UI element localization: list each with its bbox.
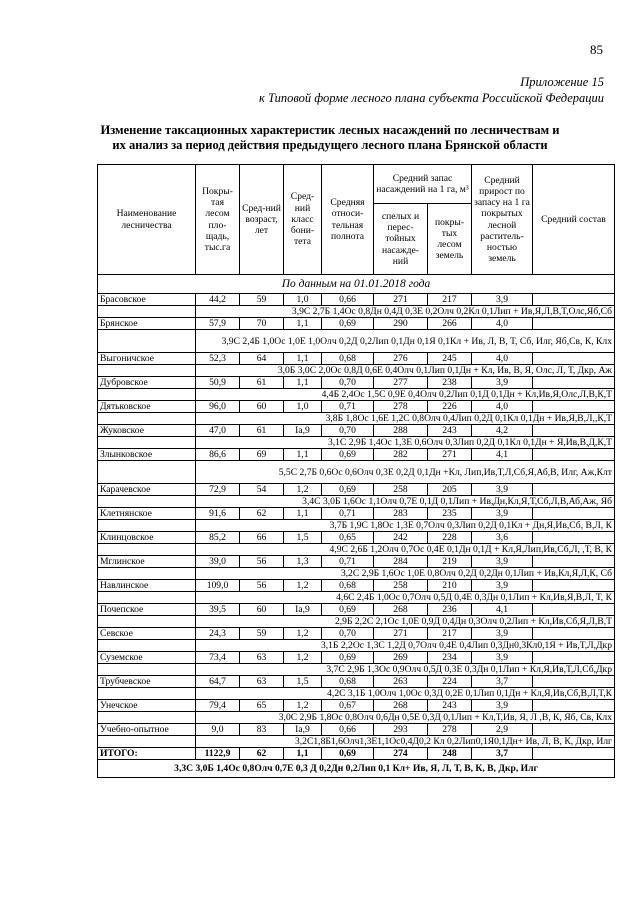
table-row <box>98 401 615 413</box>
cell-name: Суземское <box>98 652 196 664</box>
cell-age: 83 <box>240 724 284 736</box>
cell-name: Мглинское <box>98 556 196 568</box>
cell-blank <box>98 616 196 628</box>
table-row <box>98 484 615 496</box>
cell-bonitet: 1,0 <box>284 294 322 306</box>
cell-stock-mature: 278 <box>374 401 428 413</box>
cell-growth: 4,1 <box>472 449 533 461</box>
cell-area: 47,0 <box>196 425 240 437</box>
table-row <box>98 700 615 712</box>
cell-composition: 3,4С 3,0Б 1,6Ос 1,1Олч 0,7Е 0,1Д 0,1Лип + Ив,Дн,Кл,Я,Т,Сб,Л,В,Аб,Аж, Яб <box>196 496 615 508</box>
cell-name: Брасовское <box>98 294 196 306</box>
cell-area: 39,0 <box>196 556 240 568</box>
cell-blank <box>98 365 196 377</box>
cell-stock-covered: 245 <box>428 353 472 365</box>
header-growth: Средний прирост по запасу на 1 га покрытых лесной раститель-ностью земель <box>472 165 533 275</box>
cell-stock-covered: 210 <box>428 580 472 592</box>
cell-density: 0,68 <box>322 353 374 365</box>
cell-name: Клинцовское <box>98 532 196 544</box>
cell-bonitet: 1,0 <box>284 401 322 413</box>
cell-blank <box>98 330 196 353</box>
cell-name: Дятьковское <box>98 401 196 413</box>
cell-stock-mature: 290 <box>374 318 428 330</box>
cell-stock-mature: 269 <box>374 652 428 664</box>
page-number: 85 <box>590 42 603 57</box>
cell-density: 0,68 <box>322 676 374 688</box>
cell-name: Навлинское <box>98 580 196 592</box>
cell-bonitet: 1,5 <box>284 676 322 688</box>
cell-blank <box>533 532 615 544</box>
cell-composition: 3,2С 2,9Б 1,6Ос 1,0Е 0,8Олч 0,2Д 0,2Дн 0,1Лип + Ив,Кл,Я,Л,К, Сб <box>196 568 615 580</box>
cell-bonitet: 1,2 <box>284 700 322 712</box>
cell-growth: 3,9 <box>472 377 533 389</box>
cell-density: 0,69 <box>322 604 374 616</box>
cell-blank <box>533 425 615 437</box>
composition-row <box>98 568 615 580</box>
total-density: 0,69 <box>322 748 374 760</box>
composition-row <box>98 664 615 676</box>
cell-stock-covered: 243 <box>428 425 472 437</box>
cell-blank <box>98 544 196 556</box>
cell-stock-covered: 226 <box>428 401 472 413</box>
cell-age: 59 <box>240 628 284 640</box>
cell-density: 0,69 <box>322 484 374 496</box>
cell-composition: 3,9С 2,7Б 1,4Ос 0,8Дн 0,4Д 0,3Е 0,2Олч 0,2Кл 0,1Лип + Ив,Я,Л,В,Т,Олс,Яб,Сб <box>196 306 615 318</box>
cell-stock-mature: 268 <box>374 700 428 712</box>
cell-blank <box>98 640 196 652</box>
cell-age: 66 <box>240 532 284 544</box>
header-name: Наименование лесничества <box>98 165 196 275</box>
cell-age: 61 <box>240 425 284 437</box>
cell-density: 0,71 <box>322 556 374 568</box>
cell-density: 0,71 <box>322 401 374 413</box>
cell-density: 0,70 <box>322 628 374 640</box>
cell-bonitet: Iа,9 <box>284 425 322 437</box>
composition-row <box>98 330 615 353</box>
total-stock-covered: 248 <box>428 748 472 760</box>
cell-bonitet: 1,2 <box>284 484 322 496</box>
cell-area: 64,7 <box>196 676 240 688</box>
cell-age: 70 <box>240 318 284 330</box>
cell-composition: 2,9Б 2,2С 2,1Ос 1,0Е 0,9Д 0,4Дн 0,3Олч 0,2Лип + Кл,Ив,Сб,Я,Л,В,Т <box>196 616 615 628</box>
cell-name: Севское <box>98 628 196 640</box>
cell-age: 54 <box>240 484 284 496</box>
cell-blank <box>98 592 196 604</box>
cell-area: 52,3 <box>196 353 240 365</box>
header-stock-covered: покры-тых лесом земель <box>428 204 472 275</box>
cell-bonitet: 1,1 <box>284 318 322 330</box>
cell-name: Трубчевское <box>98 676 196 688</box>
cell-bonitet: 1,1 <box>284 449 322 461</box>
cell-bonitet: 1,3 <box>284 556 322 568</box>
forestry-table <box>97 164 615 778</box>
cell-stock-mature: 277 <box>374 377 428 389</box>
cell-blank <box>533 652 615 664</box>
cell-growth: 2,9 <box>472 724 533 736</box>
cell-stock-covered: 271 <box>428 449 472 461</box>
cell-composition: 3,1С 2,9Б 1,4Ос 1,3Е 0,6Олч 0,3Лип 0,2Д 0,1Кл 0,1Дн + Я,Ив,В,Д,К,Т <box>196 437 615 449</box>
header-stock-group: Средний запас насаждений на 1 га, м³ <box>374 165 472 204</box>
table-row <box>98 449 615 461</box>
cell-growth: 3,9 <box>472 580 533 592</box>
cell-age: 65 <box>240 700 284 712</box>
cell-composition: 3,9С 2,4Б 1,0Ос 1,0Е 1,0Олч 0,2Д 0,2Лип 0,1Дн 0,1Я 0,1Кл + Ив, Л, В, Т, Сб, Илг, Яб,Св, К, Клх <box>196 330 615 353</box>
cell-composition: 3,7Б 1,9С 1,8Ос 1,3Е 0,7Олч 0,3Лип 0,2Д 0,1Кл + Дн,Я,Ив,Сб, В,Л, К <box>196 520 615 532</box>
header-age: Сред-ний возраст, лет <box>240 165 284 275</box>
cell-composition: 4,4Б 2,4Ос 1,5С 0,9Е 0,4Олч 0,2Лип 0,1Д 0,1Дн + Кл,Ив,Я,Олс,Л,В,К,Т <box>196 389 615 401</box>
cell-area: 109,0 <box>196 580 240 592</box>
composition-row <box>98 461 615 484</box>
table-row <box>98 676 615 688</box>
cell-composition: 5,5С 2,7Б 0,6Ос 0,6Олч 0,3Е 0,2Д 0,1Дн +Кл, Лип,Ив,Т,Л,Сб,Я,Аб,В, Илг, Аж,Клт <box>196 461 615 484</box>
cell-stock-covered: 217 <box>428 628 472 640</box>
composition-row <box>98 640 615 652</box>
total-name: ИТОГО: <box>98 748 196 760</box>
cell-bonitet: 1,1 <box>284 508 322 520</box>
cell-area: 91,6 <box>196 508 240 520</box>
cell-bonitet: Iа,9 <box>284 604 322 616</box>
cell-blank <box>533 318 615 330</box>
cell-growth: 4,0 <box>472 318 533 330</box>
table-row <box>98 353 615 365</box>
cell-growth: 4,1 <box>472 604 533 616</box>
table-row <box>98 532 615 544</box>
cell-age: 69 <box>240 449 284 461</box>
cell-composition: 4,9С 2,6Б 1,2Олч 0,7Ос 0,4Е 0,1Дн 0,1Д + Кл,Я,Лип,Ив,Сб,Л, ,Т, В, К <box>196 544 615 556</box>
cell-growth: 4,2 <box>472 425 533 437</box>
cell-growth: 3,9 <box>472 628 533 640</box>
cell-blank <box>98 306 196 318</box>
cell-growth: 3,9 <box>472 556 533 568</box>
cell-blank <box>98 413 196 425</box>
cell-composition: 4,2С 3,1Б 1,0Олч 1,0Ос 0,3Д 0,2Е 0,1Лип 0,1Дн + Кл,Я,Ив,Сб,В,Л,Т,К <box>196 688 615 700</box>
table-row <box>98 652 615 664</box>
cell-composition: 3,0С 2,9Б 1,8Ос 0,8Олч 0,6Дн 0,5Е 0,3Д 0,1Лип + Кл,Т,Ив, Я, Л ,В, К, Яб, Св, Клх <box>196 712 615 724</box>
cell-area: 44,2 <box>196 294 240 306</box>
cell-age: 64 <box>240 353 284 365</box>
composition-row <box>98 437 615 449</box>
cell-age: 60 <box>240 401 284 413</box>
cell-area: 73,4 <box>196 652 240 664</box>
total-area: 1122,9 <box>196 748 240 760</box>
table-row <box>98 425 615 437</box>
title-line-2: их анализ за период действия предыдущего лесного плана Брянской области <box>112 138 548 152</box>
composition-row <box>98 520 615 532</box>
cell-stock-mature: 283 <box>374 508 428 520</box>
cell-area: 72,9 <box>196 484 240 496</box>
cell-blank <box>533 700 615 712</box>
cell-composition: 3,7С 2,9Б 1,3Ос 0,9Олч 0,5Д 0,3Е 0,3Дн 0,1Лип + Кл,Я,Ив,Т,Л,Сб,Дкр <box>196 664 615 676</box>
cell-blank <box>98 736 196 748</box>
cell-stock-covered: 243 <box>428 700 472 712</box>
cell-blank <box>533 377 615 389</box>
cell-stock-mature: 271 <box>374 628 428 640</box>
cell-growth: 3,9 <box>472 652 533 664</box>
cell-composition: 4,6С 2,4Б 1,0Ос 0,7Олч 0,5Д 0,4Е 0,3Дн 0,1Лип + Кл,Ив,Я,В,Л, Т, К <box>196 592 615 604</box>
cell-name: Жуковское <box>98 425 196 437</box>
cell-blank <box>533 748 615 760</box>
cell-blank <box>533 508 615 520</box>
total-composition: 3,3С 3,0Б 1,4Ос 0,8Олч 0,7Е 0,3 Д 0,2Дн 0,2Лип 0,1 Кл+ Ив, Я, Л, Т, В, К, В, Дкр, Илг <box>98 760 615 778</box>
cell-name: Учебно-опытное <box>98 724 196 736</box>
header-bonitet: Сред-ний класс бони-тета <box>284 165 322 275</box>
cell-name: Карачевское <box>98 484 196 496</box>
cell-area: 96,0 <box>196 401 240 413</box>
cell-density: 0,70 <box>322 377 374 389</box>
cell-area: 24,3 <box>196 628 240 640</box>
cell-stock-covered: 217 <box>428 294 472 306</box>
cell-name: Брянское <box>98 318 196 330</box>
cell-name: Выгоничское <box>98 353 196 365</box>
table-row <box>98 294 615 306</box>
cell-blank <box>533 401 615 413</box>
cell-age: 59 <box>240 294 284 306</box>
cell-name: Злынковское <box>98 449 196 461</box>
cell-area: 86,6 <box>196 449 240 461</box>
composition-row <box>98 688 615 700</box>
total-stock-mature: 274 <box>374 748 428 760</box>
cell-name: Почепское <box>98 604 196 616</box>
cell-blank <box>533 724 615 736</box>
cell-growth: 3,7 <box>472 676 533 688</box>
cell-blank <box>98 568 196 580</box>
cell-composition: 3,8Б 1,8Ос 1,6Е 1,2С 0,8Олч 0,4Лип 0,2Д 0,1Кл 0,1Дн + Ив,Я,В,Л,,К,Т <box>196 413 615 425</box>
cell-bonitet: 1,5 <box>284 532 322 544</box>
cell-density: 0,69 <box>322 652 374 664</box>
cell-blank <box>98 520 196 532</box>
cell-bonitet: Iа,9 <box>284 724 322 736</box>
cell-stock-mature: 282 <box>374 449 428 461</box>
cell-density: 0,71 <box>322 508 374 520</box>
cell-age: 61 <box>240 377 284 389</box>
total-growth: 3,7 <box>472 748 533 760</box>
cell-stock-mature: 276 <box>374 353 428 365</box>
cell-stock-mature: 288 <box>374 425 428 437</box>
cell-stock-mature: 268 <box>374 604 428 616</box>
cell-age: 60 <box>240 604 284 616</box>
cell-density: 0,70 <box>322 425 374 437</box>
cell-age: 56 <box>240 556 284 568</box>
cell-blank <box>98 496 196 508</box>
section-label: По данным на 01.01.2018 года <box>98 275 615 294</box>
cell-area: 50,9 <box>196 377 240 389</box>
cell-blank <box>98 389 196 401</box>
cell-blank <box>98 664 196 676</box>
cell-stock-covered: 278 <box>428 724 472 736</box>
composition-row <box>98 389 615 401</box>
cell-blank <box>533 449 615 461</box>
composition-row <box>98 544 615 556</box>
table-row <box>98 604 615 616</box>
total-age: 62 <box>240 748 284 760</box>
cell-stock-mature: 242 <box>374 532 428 544</box>
composition-row <box>98 306 615 318</box>
cell-bonitet: 1,1 <box>284 377 322 389</box>
cell-growth: 4,0 <box>472 401 533 413</box>
cell-growth: 3,9 <box>472 294 533 306</box>
header-density: Средняя относи-тельная полнота <box>322 165 374 275</box>
cell-growth: 4,0 <box>472 353 533 365</box>
cell-density: 0,69 <box>322 318 374 330</box>
total-composition-row <box>98 760 615 778</box>
cell-density: 0,65 <box>322 532 374 544</box>
cell-bonitet: 1,2 <box>284 580 322 592</box>
cell-area: 57,9 <box>196 318 240 330</box>
cell-area: 79,4 <box>196 700 240 712</box>
header-composition: Средний состав <box>533 165 615 275</box>
composition-row <box>98 365 615 377</box>
cell-stock-mature: 271 <box>374 294 428 306</box>
cell-stock-covered: 219 <box>428 556 472 568</box>
cell-stock-mature: 293 <box>374 724 428 736</box>
cell-blank <box>533 556 615 568</box>
cell-stock-covered: 224 <box>428 676 472 688</box>
cell-name: Дубровское <box>98 377 196 389</box>
composition-row <box>98 592 615 604</box>
composition-row <box>98 712 615 724</box>
cell-stock-covered: 235 <box>428 508 472 520</box>
cell-area: 39,5 <box>196 604 240 616</box>
cell-density: 0,67 <box>322 700 374 712</box>
cell-growth: 3,9 <box>472 700 533 712</box>
cell-blank <box>98 437 196 449</box>
cell-density: 0,66 <box>322 294 374 306</box>
cell-bonitet: 1,2 <box>284 628 322 640</box>
table-row <box>98 628 615 640</box>
cell-stock-covered: 236 <box>428 604 472 616</box>
cell-stock-mature: 258 <box>374 484 428 496</box>
table-row <box>98 556 615 568</box>
appendix-line-1: Приложение 15 <box>520 75 604 89</box>
composition-row <box>98 736 615 748</box>
cell-density: 0,69 <box>322 449 374 461</box>
total-row <box>98 748 615 760</box>
cell-composition: 3,1Б 2,2Ос 1,3С 1,2Д 0,7Олч 0,4Е 0,4Лип 0,3Дн0,3Кл0,1Я + Ив,Т,Л,Дкр <box>196 640 615 652</box>
appendix-line-2: к Типовой форме лесного плана субъекта Российской Федерации <box>259 91 604 105</box>
cell-blank <box>533 604 615 616</box>
cell-bonitet: 1,1 <box>284 353 322 365</box>
title-line-1: Изменение таксационных характеристик лесных насаждений по лесничествам и <box>100 123 560 137</box>
header-area: Покры-тая лесом пло-щадь, тыс.га <box>196 165 240 275</box>
table-row <box>98 580 615 592</box>
header-stock-mature: спелых и перес-тойных насажде-ний <box>374 204 428 275</box>
cell-growth: 3,9 <box>472 484 533 496</box>
cell-age: 63 <box>240 652 284 664</box>
cell-name: Клетнянское <box>98 508 196 520</box>
cell-blank <box>533 484 615 496</box>
cell-blank <box>533 294 615 306</box>
cell-stock-mature: 284 <box>374 556 428 568</box>
cell-stock-mature: 258 <box>374 580 428 592</box>
cell-density: 0,68 <box>322 580 374 592</box>
cell-blank <box>533 353 615 365</box>
cell-density: 0,66 <box>322 724 374 736</box>
cell-growth: 3,6 <box>472 532 533 544</box>
cell-growth: 3,9 <box>472 508 533 520</box>
cell-composition: 3,0Б 3,0С 2,0Ос 0,8Д 0,6Е 0,4Олч 0,1Лип 0,1Дн + Кл, Ив, В, Я, Олс, Л, Т, Дкр, Аж <box>196 365 615 377</box>
appendix-note <box>259 74 604 106</box>
composition-row <box>98 496 615 508</box>
cell-stock-covered: 228 <box>428 532 472 544</box>
table-row <box>98 318 615 330</box>
cell-stock-covered: 234 <box>428 652 472 664</box>
cell-area: 9,0 <box>196 724 240 736</box>
cell-bonitet: 1,2 <box>284 652 322 664</box>
table-row <box>98 724 615 736</box>
composition-row <box>98 616 615 628</box>
composition-row <box>98 413 615 425</box>
cell-composition: 3,2С1,8Б1,6Олч1,3Е1,1Ос0,4Д0,2 Кл 0,2Лип0,1Я0,1Дн+ Ив, Л, В, К, Дкр, Илг <box>196 736 615 748</box>
table-row <box>98 508 615 520</box>
cell-stock-covered: 205 <box>428 484 472 496</box>
table-row <box>98 377 615 389</box>
cell-blank <box>533 580 615 592</box>
cell-stock-mature: 263 <box>374 676 428 688</box>
cell-stock-covered: 238 <box>428 377 472 389</box>
document-title <box>60 123 600 153</box>
cell-name: Унечское <box>98 700 196 712</box>
total-bonitet: 1,1 <box>284 748 322 760</box>
cell-blank <box>533 628 615 640</box>
cell-age: 56 <box>240 580 284 592</box>
cell-stock-covered: 266 <box>428 318 472 330</box>
cell-age: 62 <box>240 508 284 520</box>
cell-blank <box>98 712 196 724</box>
cell-blank <box>98 688 196 700</box>
cell-blank <box>533 676 615 688</box>
cell-age: 63 <box>240 676 284 688</box>
cell-area: 85,2 <box>196 532 240 544</box>
cell-blank <box>98 461 196 484</box>
